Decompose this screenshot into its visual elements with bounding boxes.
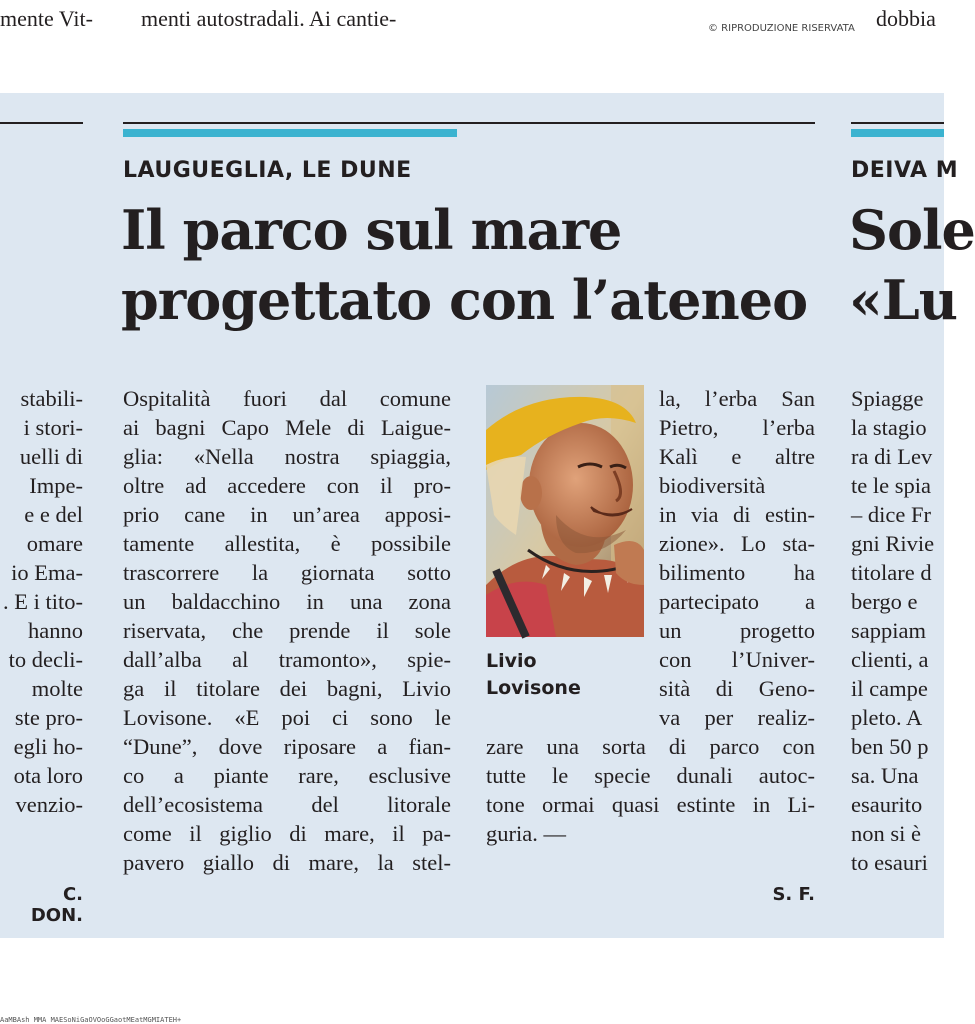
print-code: AaMBAsh MMA MAESoNiGaOVOoGGaotMEatMGMIATEH+	[0, 1016, 182, 1024]
body-line: trascorrere la giornata sotto	[123, 560, 451, 585]
body-line: ga il titolare dei bagni, Livio	[123, 676, 451, 701]
body-line: come il giglio di mare, il pa-	[123, 821, 451, 846]
left-line: uelli di	[19, 444, 83, 469]
photo-caption-line2: Lovisone	[486, 677, 581, 699]
right-line: ben 50 p	[851, 734, 929, 759]
body-line: biodiversità	[659, 473, 766, 498]
main-article-headline-line1: Il parco sul mare	[121, 198, 622, 262]
right-article-accent-bar	[851, 129, 944, 137]
body-line: prio cane in un’area apposi-	[123, 502, 451, 527]
top-strip-text-1: mente Vit-	[0, 6, 93, 31]
right-line: – dice Fr	[851, 502, 931, 527]
right-article-headline-line2: «Lu	[849, 268, 957, 332]
photo-caption-line1: Livio	[486, 650, 537, 672]
body-line: dall’alba al tramonto», spie-	[123, 647, 451, 672]
body-line: Pietro, l’erba	[659, 415, 815, 440]
body-line: Kalì e altre	[659, 444, 815, 469]
left-line: ota loro	[13, 763, 83, 788]
right-line: sappiam	[851, 618, 926, 643]
left-article-rule	[0, 122, 83, 124]
portrait-photo-illustration	[486, 385, 644, 637]
left-line: molte	[31, 676, 83, 701]
photo-caption	[486, 648, 581, 702]
right-line: ra di Lev	[851, 444, 933, 469]
left-line: omare	[26, 531, 83, 556]
left-line: io Ema-	[11, 560, 83, 585]
left-article-body	[0, 384, 83, 819]
right-line: bergo e	[851, 589, 918, 614]
body-line: sità di Geno-	[659, 676, 815, 701]
body-line: “Dune”, dove riposare a fian-	[123, 734, 451, 759]
body-line: ai bagni Capo Mele di Laigue-	[123, 415, 451, 440]
left-line: ste pro-	[14, 705, 83, 730]
right-line: esaurito	[851, 792, 923, 817]
left-line: egli ho-	[13, 734, 83, 759]
left-line: e e del	[24, 502, 83, 527]
body-line: tutte le specie dunali autoc-	[486, 763, 815, 788]
body-line: Ospitalità fuori dal comune	[123, 386, 451, 411]
body-line: tamente allestita, è possibile	[123, 531, 451, 556]
right-line: non si è	[851, 821, 921, 846]
left-line: hanno	[28, 618, 83, 643]
right-line: la stagio	[851, 415, 927, 440]
body-line: con l’Univer-	[659, 647, 815, 672]
body-line: zione». Lo sta-	[659, 531, 815, 556]
right-line: to esauri	[851, 850, 928, 875]
right-line: il campe	[851, 676, 928, 701]
right-line: sa. Una	[851, 763, 919, 788]
right-line: gni Rivie	[851, 531, 935, 556]
right-line: clienti, a	[851, 647, 929, 672]
main-article-accent-bar	[123, 129, 457, 137]
top-strip-text-2: menti autostradali. Ai cantie-	[141, 6, 397, 31]
left-line: to decli-	[8, 647, 83, 672]
body-line: un baldacchino in una zona	[123, 589, 451, 614]
right-line: te le spia	[851, 473, 931, 498]
body-line: zare una sorta di parco con	[486, 734, 815, 759]
right-article-rule	[851, 122, 944, 124]
left-line: Impe-	[29, 473, 83, 498]
right-line: pleto. A	[851, 705, 923, 730]
main-article-rule	[123, 122, 815, 124]
body-line: dell’ecosistema del litorale	[123, 792, 451, 817]
main-article-signature: S. F.	[772, 884, 815, 905]
right-line: Spiagge	[851, 386, 924, 411]
main-article-kicker: LAUGUEGLIA, LE DUNE	[123, 158, 412, 183]
top-strip-text-4: dobbia	[876, 6, 936, 31]
body-line: un progetto	[659, 618, 815, 643]
body-line: Lovisone. «E poi ci sono le	[123, 705, 451, 730]
right-line: titolare d	[851, 560, 932, 585]
left-line: . E i tito-	[3, 589, 83, 614]
body-line: guria. —	[486, 821, 566, 846]
left-line: venzio-	[15, 792, 83, 817]
copyright-notice: © RIPRODUZIONE RISERVATA	[708, 23, 855, 34]
left-article-signature: C. DON.	[30, 884, 83, 926]
body-line: oltre ad accedere con il pro-	[123, 473, 451, 498]
right-article-body	[851, 384, 944, 877]
body-line: bilimento ha	[659, 560, 815, 585]
body-line: pavero giallo di mare, la stel-	[123, 850, 451, 875]
right-article-headline-line1: Sole	[849, 198, 975, 262]
main-article-column-2-wide	[486, 732, 815, 848]
left-line: i stori-	[23, 415, 83, 440]
body-line: glia: «Nella nostra spiaggia,	[123, 444, 451, 469]
right-article-kicker: DEIVA M	[851, 158, 959, 183]
body-line: partecipato a	[659, 589, 815, 614]
body-line: la, l’erba San	[659, 386, 815, 411]
body-line: tone ormai quasi estinte in Li-	[486, 792, 815, 817]
left-line: stabili-	[20, 386, 83, 411]
main-article-column-1	[123, 384, 451, 877]
body-line: co a piante rare, esclusive	[123, 763, 451, 788]
body-line: riservata, che prende il sole	[123, 618, 451, 643]
main-article-column-2-narrow	[659, 384, 815, 732]
main-article-headline-line2: progettato con l’ateneo	[121, 268, 808, 332]
body-line: va per realiz-	[659, 705, 815, 730]
portrait-photo	[486, 385, 644, 637]
body-line: in via di estin-	[659, 502, 815, 527]
